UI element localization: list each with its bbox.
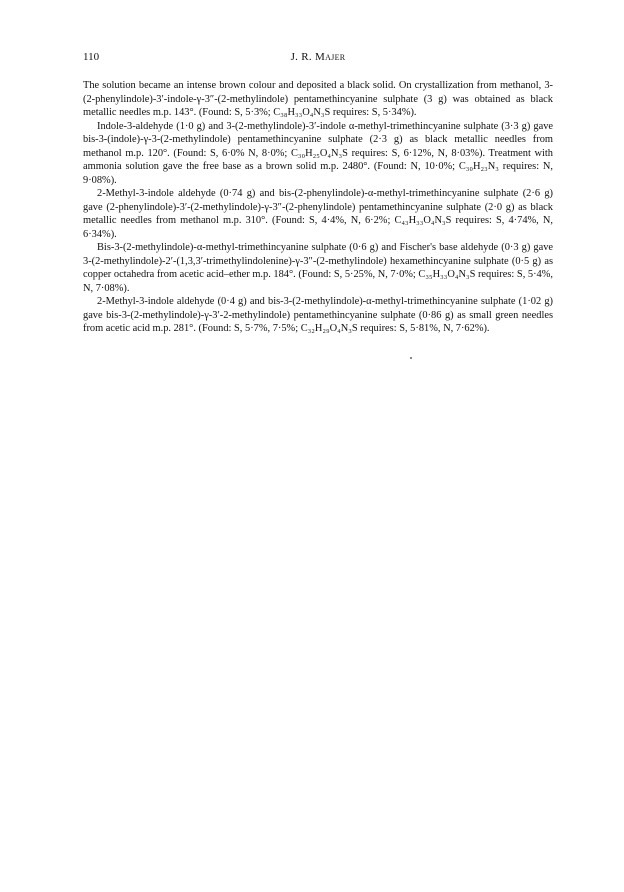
- paragraph-1: The solution became an intense brown colour and deposited a black solid. On crystallization from methanol, 3-(2-phenylindole)-3′-indole-γ-3″-(2-methylindole) pentamethincyanine sulphate (3 g) was obtained as black metallic needles m.p. 143°. (Found: S, 5·3%; C₃₈H₃₃O₄N₃S requires: S, 5·34%).: [83, 80, 553, 118]
- paragraph-2: Indole-3-aldehyde (1·0 g) and 3-(2-methylindole)-3′-indole α-methyl-trimethincyanine sulphate (3·3 g) gave bis-3-(indole)-γ-3-(2-methylindole) pentamethincyanine sulphate (2·3 g) as black metallic needles from methanol m.p. 120°. (Found: S, 6·0% N, 8·0%; C₃₀H₂₅O₄N₃S requires: S, 6·12%, N, 8·03%). Treatment with ammonia solution gave the free base as a brown solid m.p. 2480°. (Found: N, 10·0%; C₃₀H₂₃N₃ requires: N, 9·08%).: [83, 120, 553, 186]
- paragraph-5: 2-Methyl-3-indole aldehyde (0·4 g) and bis-3-(2-methylindole)-α-methyl-trimethincyanine sulphate (1·02 g) gave bis-3-(2-methylindole)-γ-3′-2-methylindole) pentamethincyanine sulphate (0·86 g) as small green needles from acetic acid m.p. 281°. (Found: S, 5·7%, 7·5%; C₃₂H₂₉O₄N₃S requires: S, 5·81%, N, 7·62%).: [83, 296, 553, 334]
- running-head: [83, 51, 553, 67]
- experimental-text: [83, 79, 553, 336]
- author-running-head: J. R. Majer: [290, 51, 346, 63]
- page-number: 110: [83, 51, 100, 63]
- paragraph-3: 2-Methyl-3-indole aldehyde (0·74 g) and bis-(2-phenylindole)-α-methyl-trimethincyanine sulphate (2·6 g) gave (2-phenylindole)-3′-(2-methylindole)-γ-3″-(2-phenylindole) pentamethincyanine sulphate (2·0 g) as black metallic needles from methanol m.p. 310°. (Found: S, 4·4%, N, 6·2%; C₄₃H₃₃O₄N₃S requires: S, 4·74%, N, 6·34%).: [83, 188, 553, 240]
- paragraph-4: Bis-3-(2-methylindole)-α-methyl-trimethincyanine sulphate (0·6 g) and Fischer's base aldehyde (0·3 g) gave 3-(2-methylindole)-2′-(1,3,3′-trimethylindolenine)-γ-3″-(2-methylindole) hexamethincyanine sulphate (0·5 g) as copper octahedra from acetic acid–ether m.p. 184°. (Found: S, 5·25%, N, 7·0%; C₃₅H₃₃O₄N₃S requires: S, 5·4%, N, 7·08%).: [83, 242, 553, 294]
- scan-speck: [410, 357, 412, 359]
